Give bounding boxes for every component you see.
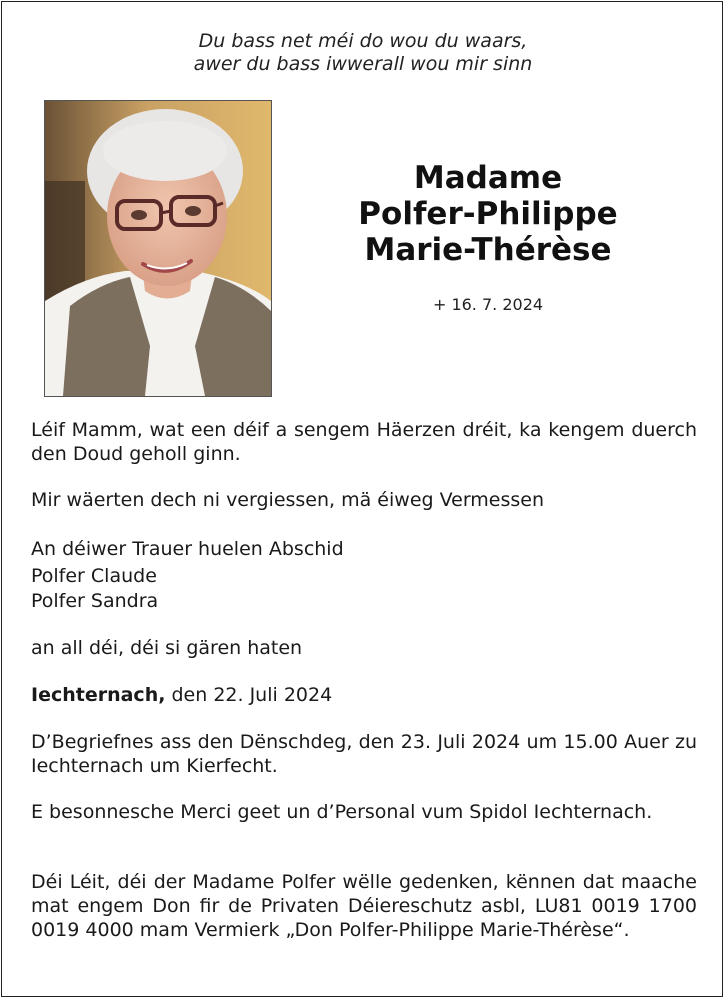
paragraph-funeral: D’Begriefnes ass den Dënschdeg, den 23. Juli 2024 um 15.00 Auer zu Iechternach um Kierfecht. <box>31 731 697 777</box>
date: den 22. Juli 2024 <box>165 684 333 706</box>
place: Iechternach, <box>31 684 166 706</box>
place-date-line <box>31 683 697 707</box>
name-title: Madame <box>413 160 563 196</box>
paragraph-all-loved: an all déi, déi si gären haten <box>31 637 303 659</box>
paragraph-thanks: E besonnesche Merci geet un d’Personal vum Spidol Iechternach. <box>31 801 653 823</box>
name-given: Marie-Thérèse <box>364 232 612 268</box>
portrait-photo <box>44 100 272 397</box>
paragraph-tribute: Léif Mamm, wat een déif a sengem Häerzen dréit, ka kengem duerch den Doud geholl ginn. <box>31 419 697 465</box>
name-surname: Polfer-Philippe <box>358 196 618 232</box>
mourner-name: Polfer Sandra <box>31 590 159 612</box>
portrait-illustration <box>45 101 271 396</box>
deceased-name <box>332 160 644 268</box>
motto-line-1: Du bass net méi do wou du waars, <box>198 30 528 52</box>
death-date: + 16. 7. 2024 <box>432 295 544 314</box>
motto <box>0 30 726 76</box>
motto-line-2: awer du bass iwwerall wou mir sinn <box>193 53 533 75</box>
paragraph-remembrance: Mir wäerten dech ni vergiessen, mä éiweg Vermessen <box>31 489 545 511</box>
mourners-intro: An déiwer Trauer huelen Abschid <box>31 538 344 560</box>
paragraph-donation: Déi Léit, déi der Madame Polfer wëlle gedenken, kënnen dat maache mat engem Don fir de Privaten Déiereschutz asbl, LU81 0019 1700 0019 4000 mam Vermierk „Don Polfer-Philippe Marie-Thérèse“. <box>31 871 697 941</box>
mourner-name: Polfer Claude <box>31 565 157 587</box>
